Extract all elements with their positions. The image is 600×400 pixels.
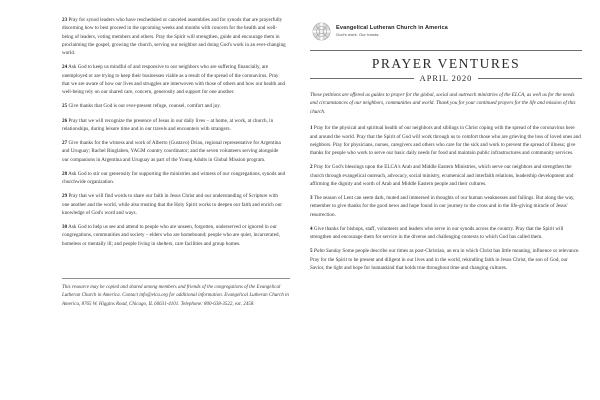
prayer-entry	[62, 170, 286, 187]
prayer-entry	[62, 192, 286, 217]
prayer-entry-text: Pray for God's blessings upon the ELCA's Arab and Middle Eastern Ministries, which serve our neighbors and strengthen the church through evangelical outreach, advocacy, social ministry, ecumenical and interfaith relations, leadership development and affirming the dignity and worth of Arab and Middle Eastern people and their cultures.	[310, 164, 574, 187]
title-divider-top	[310, 50, 582, 51]
prayer-entry-text: Ask God to help us see and attend to people who are unseen, forgotten, underserved or ignored in our congregations, communities and society – elders who are homebound; people who are quiet, incarcerated, homeless or mentally ill; and people living in shelters, care facilities and group homes.	[62, 224, 280, 247]
prayer-entry-number: 28	[62, 170, 68, 177]
prayer-entry-text: Pray for synod leaders who have rescheduled or canceled assemblies and for synods that are prayerfully discerning how to best proceed in the upcoming weeks and months with concern for the health and well-being of leaders, voting members and others. Pray the Spirit will strengthen, guide and encourage them in proclaiming the gospel, growing the church, serving our neighbor and doing God's work in an ever-changing world.	[62, 17, 286, 56]
prayer-entry-text: Ask God to stir our generosity for supporting the ministries and witness of our congregations, synods and churchwide organization.	[62, 170, 286, 185]
prayer-entry	[310, 247, 582, 272]
page-title: PRAYER VENTURES	[371, 56, 521, 71]
prayer-entry-number: 23	[62, 17, 68, 23]
organization-tagline: God's work. Our hands.	[336, 32, 380, 38]
prayer-entry-number: 24	[62, 64, 68, 71]
subtitle-rule-right	[478, 78, 582, 79]
prayer-entry	[62, 16, 286, 57]
prayer-entry-text: Pray for the physical and spiritual health of our neighbors and siblings in Christ coping with the spread of the coronavirus here and around the world. Pray that the Spirit of God will work through us to comfort those who are grieving the loss of loved ones and neighbors. Pray for physicians, nurses, caregivers and others who care for the sick and work to prevent the spread of illness; give thanks for people who work to serve our basic daily needs for food and maintain public infrastructures and community services.	[310, 125, 581, 157]
subtitle-rule-left	[310, 78, 414, 79]
prayer-entry-text: Some people describe our times as post-Christian, an era in which Christ has little meaning, influence or relevance. Pray for the Spirit to be present and diligent in our lives and in the world, rekindling faith in Jesus Christ, the son of God, our Savior, the light and hope for humankind that holds true throughout time and changing cultures.	[310, 248, 580, 271]
footer-divider	[62, 278, 290, 279]
prayer-entry-lead: Palm Sunday	[313, 248, 342, 255]
masthead	[312, 22, 582, 41]
prayer-entry-number: 5	[310, 248, 313, 255]
prayer-entry	[62, 63, 286, 96]
prayer-entry-number: 1	[310, 125, 313, 132]
prayer-entry-text: The season of Lent can seem dark, muted and immersed in thoughts of our human weaknesses and failings. But along the way, remember to give thanks for the good news and hope found in our journey to the cross and in the life-giving miracle of Jesus' resurrection.	[310, 195, 575, 218]
elca-cross-circle-icon	[312, 22, 331, 41]
footer-block	[62, 278, 289, 309]
prayer-entry	[62, 102, 286, 110]
prayer-entry-text: Give thanks for the witness and work of Alberto (Gustavo) Driau, regional representative for Argentina and Uruguay; Rachel Ringlaben, YAGM country coordinator; and the seven volunteers serving alongside our companions in Argentina and Uruguay as part of the Young Adults in Global Mission program.	[62, 140, 281, 163]
subtitle-row	[310, 74, 582, 83]
prayer-entry	[62, 117, 286, 134]
prayer-entry-number: 27	[62, 140, 68, 146]
prayer-entry-text: Ask God to keep us mindful of and responsive to our neighbors who are suffering financially, are unemployed or are trying to keep their businesses viable as a result of the spread of the coronavirus. Pray that we are aware of how our lives and struggles are interwoven with those of others and how our health and well-being rely on our shared care, concern, generosity and support for one another.	[62, 64, 286, 95]
prayer-entry-number: 29	[62, 193, 68, 200]
prayer-entry-number: 30	[62, 224, 68, 230]
organization-name: Evangelical Lutheran Church in America	[336, 25, 448, 32]
prayer-entry	[62, 139, 286, 164]
prayer-entry-number: 25	[62, 103, 68, 110]
prayer-entry	[310, 163, 582, 188]
prayer-entry-number: 2	[310, 164, 313, 171]
prayer-entry	[310, 124, 582, 157]
masthead-wordmark	[336, 25, 448, 38]
footer-notice: This resource may be copied and shared among members and friends of the congregations of the Evangelical Lutheran Church in America. Contact info@elca.org for additional information. Evangelical Lutheran Church in America, 8765 W. Higgins Road, Chicago, IL 60631-4101. Telephone: 800-638-3522, ext. 2458.	[62, 284, 289, 307]
prayer-entry	[310, 225, 582, 242]
intro-paragraph: These petitions are offered as guides to prayer for the global, social and outreach ministries of the ELCA, as well as for the needs and circumstances of our neighbors, communities and world. Thank you for your continued prayers for the life and mission of this church.	[310, 92, 576, 115]
prayer-entry	[310, 194, 582, 219]
prayer-entry-text: Give thanks that God is our ever-present refuge, counsel, comfort and joy.	[68, 103, 221, 110]
prayer-entry	[62, 223, 286, 248]
prayer-entry-text: Pray that we will recognize the presence of Jesus in our daily lives – at home, at work, at church, in relationships, during leisure time and in our travels and encounters with strangers.	[62, 117, 274, 132]
page-subtitle: APRIL 2020	[419, 74, 473, 83]
prayer-entry-number: 3	[310, 195, 313, 202]
prayer-entry-number: 4	[310, 225, 313, 232]
prayer-entry-text: Pray that we will find words to share our faith in Jesus Christ and our understanding of Scripture with one another and the world, while also trusting that the Holy Spirit works to deepen our faith and enrich our knowledge of God's word and ways.	[62, 193, 283, 216]
right-column	[300, 0, 600, 400]
prayer-entry-number: 26	[62, 117, 68, 124]
prayer-entry-text: Give thanks for bishops, staff, volunteers and leaders who serve in our synods across the country. Pray that the Spirit will strengthen and encourage them for service in the diverse and challenging contexts to which God has called them.	[310, 225, 564, 241]
